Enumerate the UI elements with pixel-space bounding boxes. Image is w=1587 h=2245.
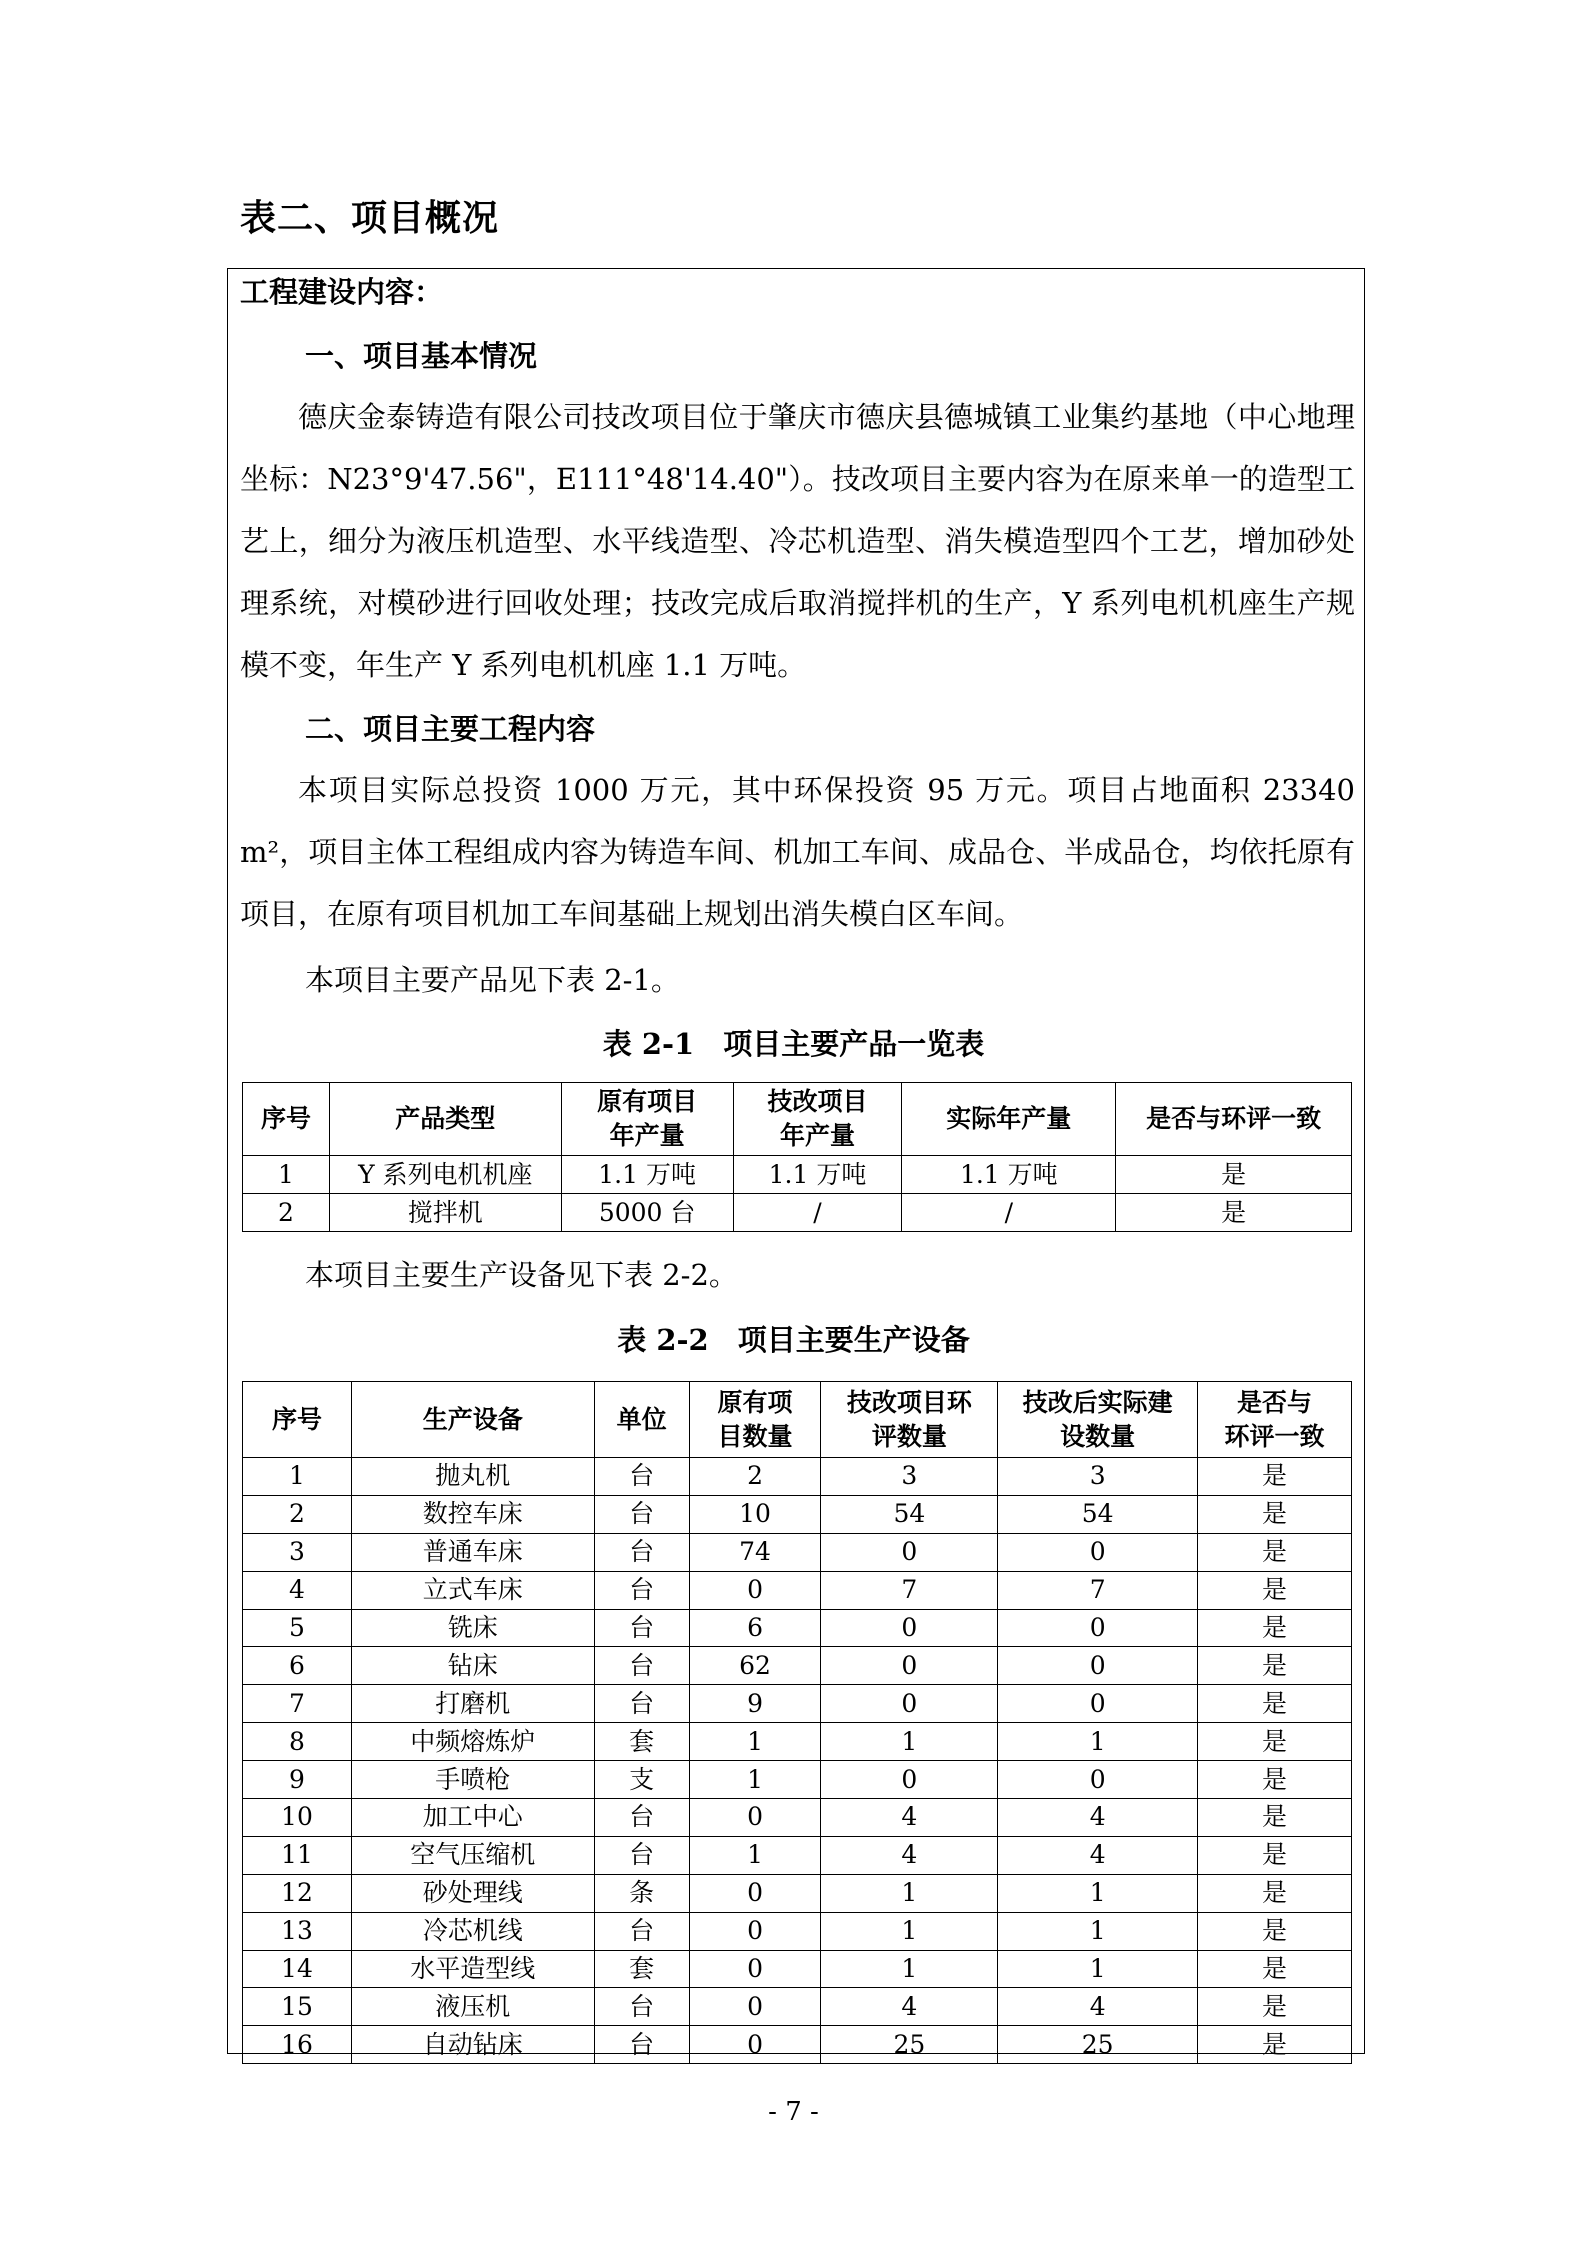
table-header-cell: 序号 — [243, 1382, 352, 1458]
table-cell: 液压机 — [351, 1988, 594, 2026]
section2-paragraph: 本项目实际总投资 1000 万元，其中环保投资 95 万元。项目占地面积 23340 m²，项目主体工程组成内容为铸造车间、机加工车间、成品仓、半成品仓，均依托原有项目，在原有项目机加工车间基础上规划出消失模白区车间。 — [240, 773, 1355, 931]
table-header-cell: 是否与 环评一致 — [1198, 1382, 1352, 1458]
intro-label: 工程建设内容： — [240, 275, 444, 309]
table-cell: 1 — [821, 1874, 998, 1912]
table-cell: 是 — [1198, 1495, 1352, 1533]
table-header-row — [243, 1083, 1352, 1156]
table-cell: 6 — [243, 1647, 352, 1685]
table-cell: 0 — [689, 1988, 821, 2026]
table-cell: 1.1 万吨 — [561, 1156, 733, 1194]
table-cell: 15 — [243, 1988, 352, 2026]
table-cell: 14 — [243, 1950, 352, 1988]
table-cell: 9 — [243, 1761, 352, 1799]
table-cell: 是 — [1116, 1156, 1352, 1194]
table-cell: 是 — [1198, 1988, 1352, 2026]
table-cell: 54 — [998, 1495, 1198, 1533]
table-cell: 0 — [821, 1609, 998, 1647]
table-cell: 7 — [998, 1571, 1198, 1609]
table-cell: 4 — [821, 1988, 998, 2026]
table-cell: 4 — [821, 1836, 998, 1874]
table-cell: 1 — [689, 1836, 821, 1874]
table-cell: 0 — [689, 1874, 821, 1912]
table-header-cell: 原有项 目数量 — [689, 1382, 821, 1458]
table-cell: 是 — [1198, 1912, 1352, 1950]
table-row — [243, 1912, 1352, 1950]
table-cell: 空气压缩机 — [351, 1836, 594, 1874]
table-header-cell: 技改项目环 评数量 — [821, 1382, 998, 1458]
table-cell: 铣床 — [351, 1609, 594, 1647]
table-cell: 3 — [998, 1458, 1198, 1496]
table-header-cell: 生产设备 — [351, 1382, 594, 1458]
table-row — [243, 2026, 1352, 2064]
table-cell: 是 — [1198, 1950, 1352, 1988]
table-cell: 台 — [594, 1533, 689, 1571]
table-row — [243, 1571, 1352, 1609]
table-cell: 0 — [998, 1609, 1198, 1647]
table-cell: 台 — [594, 2026, 689, 2064]
table-row — [243, 1609, 1352, 1647]
table-cell: 抛丸机 — [351, 1458, 594, 1496]
table-cell: 是 — [1198, 1571, 1352, 1609]
table-cell: 台 — [594, 1988, 689, 2026]
table-row — [243, 1723, 1352, 1761]
table-header-cell: 实际年产量 — [902, 1083, 1116, 1156]
table-cell: 0 — [689, 1950, 821, 1988]
table-cell: 台 — [594, 1912, 689, 1950]
products-table — [242, 1082, 1352, 1232]
table-cell: 0 — [998, 1685, 1198, 1723]
table-cell: 7 — [243, 1685, 352, 1723]
table-cell: 台 — [594, 1495, 689, 1533]
table-cell: / — [733, 1194, 902, 1232]
table-cell: / — [902, 1194, 1116, 1232]
table-cell: 4 — [998, 1988, 1198, 2026]
table-cell: Y 系列电机机座 — [329, 1156, 561, 1194]
table-cell: 7 — [821, 1571, 998, 1609]
table-cell: 4 — [243, 1571, 352, 1609]
table-cell: 0 — [689, 2026, 821, 2064]
table-row — [243, 1799, 1352, 1837]
table-cell: 4 — [998, 1836, 1198, 1874]
table-row — [243, 1685, 1352, 1723]
table-cell: 5000 台 — [561, 1194, 733, 1232]
table-cell: 9 — [689, 1685, 821, 1723]
table-header-cell: 技改后实际建 设数量 — [998, 1382, 1198, 1458]
table-cell: 11 — [243, 1836, 352, 1874]
table-cell: 冷芯机线 — [351, 1912, 594, 1950]
page-heading: 表二、项目概况 — [240, 197, 500, 239]
table-cell: 2 — [243, 1194, 330, 1232]
table-row — [243, 1495, 1352, 1533]
table-cell: 4 — [821, 1799, 998, 1837]
table-cell: 台 — [594, 1609, 689, 1647]
table-cell: 套 — [594, 1723, 689, 1761]
table-cell: 2 — [689, 1458, 821, 1496]
table-cell: 是 — [1198, 1458, 1352, 1496]
table-header-cell: 技改项目 年产量 — [733, 1083, 902, 1156]
table-cell: 1 — [998, 1950, 1198, 1988]
table-header-cell: 产品类型 — [329, 1083, 561, 1156]
table-cell: 54 — [821, 1495, 998, 1533]
table-cell: 0 — [689, 1799, 821, 1837]
table-cell: 台 — [594, 1458, 689, 1496]
table-cell: 台 — [594, 1685, 689, 1723]
table-header-cell: 原有项目 年产量 — [561, 1083, 733, 1156]
table-cell: 5 — [243, 1609, 352, 1647]
table-cell: 6 — [689, 1609, 821, 1647]
table-cell: 13 — [243, 1912, 352, 1950]
table-cell: 加工中心 — [351, 1799, 594, 1837]
table-header-cell: 序号 — [243, 1083, 330, 1156]
table-cell: 台 — [594, 1571, 689, 1609]
table-cell: 立式车床 — [351, 1571, 594, 1609]
table-cell: 2 — [243, 1495, 352, 1533]
table-cell: 0 — [689, 1571, 821, 1609]
table-row — [243, 1988, 1352, 2026]
table-row — [243, 1950, 1352, 1988]
section1-heading: 一、项目基本情况 — [305, 339, 538, 373]
table-cell: 钻床 — [351, 1647, 594, 1685]
section2-heading: 二、项目主要工程内容 — [305, 712, 596, 746]
table-cell: 1 — [998, 1723, 1198, 1761]
table-row — [243, 1874, 1352, 1912]
table-cell: 0 — [998, 1761, 1198, 1799]
table-cell: 10 — [689, 1495, 821, 1533]
table-row — [243, 1458, 1352, 1496]
table-cell: 是 — [1198, 1799, 1352, 1837]
table-cell: 0 — [821, 1761, 998, 1799]
table-cell: 3 — [243, 1533, 352, 1571]
table-row — [243, 1194, 1352, 1232]
table-cell: 62 — [689, 1647, 821, 1685]
table-cell: 8 — [243, 1723, 352, 1761]
table-cell: 25 — [821, 2026, 998, 2064]
table-cell: 1 — [821, 1912, 998, 1950]
products-note: 本项目主要产品见下表 2-1。 — [305, 963, 680, 997]
table-row — [243, 1836, 1352, 1874]
table-cell: 1.1 万吨 — [902, 1156, 1116, 1194]
table-cell: 16 — [243, 2026, 352, 2064]
table-cell: 是 — [1198, 1836, 1352, 1874]
table-cell: 是 — [1198, 1685, 1352, 1723]
table-cell: 1 — [243, 1156, 330, 1194]
table-cell: 0 — [998, 1647, 1198, 1685]
table-cell: 1 — [998, 1912, 1198, 1950]
table-cell: 自动钻床 — [351, 2026, 594, 2064]
table-cell: 是 — [1198, 1647, 1352, 1685]
table-cell: 台 — [594, 1799, 689, 1837]
table-cell: 台 — [594, 1836, 689, 1874]
table-cell: 0 — [998, 1533, 1198, 1571]
table-row — [243, 1761, 1352, 1799]
table-cell: 数控车床 — [351, 1495, 594, 1533]
table-cell: 74 — [689, 1533, 821, 1571]
table-row — [243, 1156, 1352, 1194]
table-cell: 是 — [1198, 1761, 1352, 1799]
table-cell: 4 — [998, 1799, 1198, 1837]
table-header-cell: 是否与环评一致 — [1116, 1083, 1352, 1156]
table-cell: 1 — [689, 1761, 821, 1799]
table-cell: 1 — [821, 1950, 998, 1988]
table-cell: 手喷枪 — [351, 1761, 594, 1799]
table-cell: 打磨机 — [351, 1685, 594, 1723]
table-cell: 台 — [594, 1647, 689, 1685]
table-cell: 是 — [1198, 1874, 1352, 1912]
table-cell: 0 — [821, 1685, 998, 1723]
table-row — [243, 1647, 1352, 1685]
table-cell: 1 — [998, 1874, 1198, 1912]
table-cell: 是 — [1198, 1533, 1352, 1571]
table-cell: 是 — [1198, 2026, 1352, 2064]
table-cell: 砂处理线 — [351, 1874, 594, 1912]
table-header-row — [243, 1382, 1352, 1458]
table-cell: 条 — [594, 1874, 689, 1912]
table-cell: 1.1 万吨 — [733, 1156, 902, 1194]
table1-caption: 表 2-1 项目主要产品一览表 — [602, 1027, 985, 1061]
table-row — [243, 1533, 1352, 1571]
table-cell: 是 — [1198, 1609, 1352, 1647]
table-cell: 水平造型线 — [351, 1950, 594, 1988]
table-cell: 0 — [821, 1647, 998, 1685]
equipment-table — [242, 1381, 1352, 2064]
table-cell: 普通车床 — [351, 1533, 594, 1571]
table-cell: 是 — [1198, 1723, 1352, 1761]
table-cell: 搅拌机 — [329, 1194, 561, 1232]
equipment-note: 本项目主要生产设备见下表 2-2。 — [305, 1258, 738, 1292]
table-cell: 12 — [243, 1874, 352, 1912]
table-cell: 3 — [821, 1458, 998, 1496]
table-cell: 0 — [821, 1533, 998, 1571]
table2-caption: 表 2-2 项目主要生产设备 — [617, 1323, 970, 1357]
table-cell: 套 — [594, 1950, 689, 1988]
table-header-cell: 单位 — [594, 1382, 689, 1458]
table-cell: 是 — [1116, 1194, 1352, 1232]
table-cell: 0 — [689, 1912, 821, 1950]
table-cell: 10 — [243, 1799, 352, 1837]
table-cell: 1 — [821, 1723, 998, 1761]
page-number: - 7 - — [768, 2097, 819, 2127]
table-cell: 25 — [998, 2026, 1198, 2064]
table-cell: 1 — [689, 1723, 821, 1761]
table-cell: 支 — [594, 1761, 689, 1799]
section1-paragraph: 德庆金泰铸造有限公司技改项目位于肇庆市德庆县德城镇工业集约基地（中心地理坐标：N23°9'47.56"，E111°48'14.40"）。技改项目主要内容为在原来单一的造型工艺上，细分为液压机造型、水平线造型、冷芯机造型、消失模造型四个工艺，增加砂处理系统，对模砂进行回收处理；技改完成后取消搅拌机的生产，Y 系列电机机座生产规模不变，年生产 Y 系列电机机座 1.1 万吨。 — [240, 400, 1355, 682]
table-cell: 中频熔炼炉 — [351, 1723, 594, 1761]
table-cell: 1 — [243, 1458, 352, 1496]
